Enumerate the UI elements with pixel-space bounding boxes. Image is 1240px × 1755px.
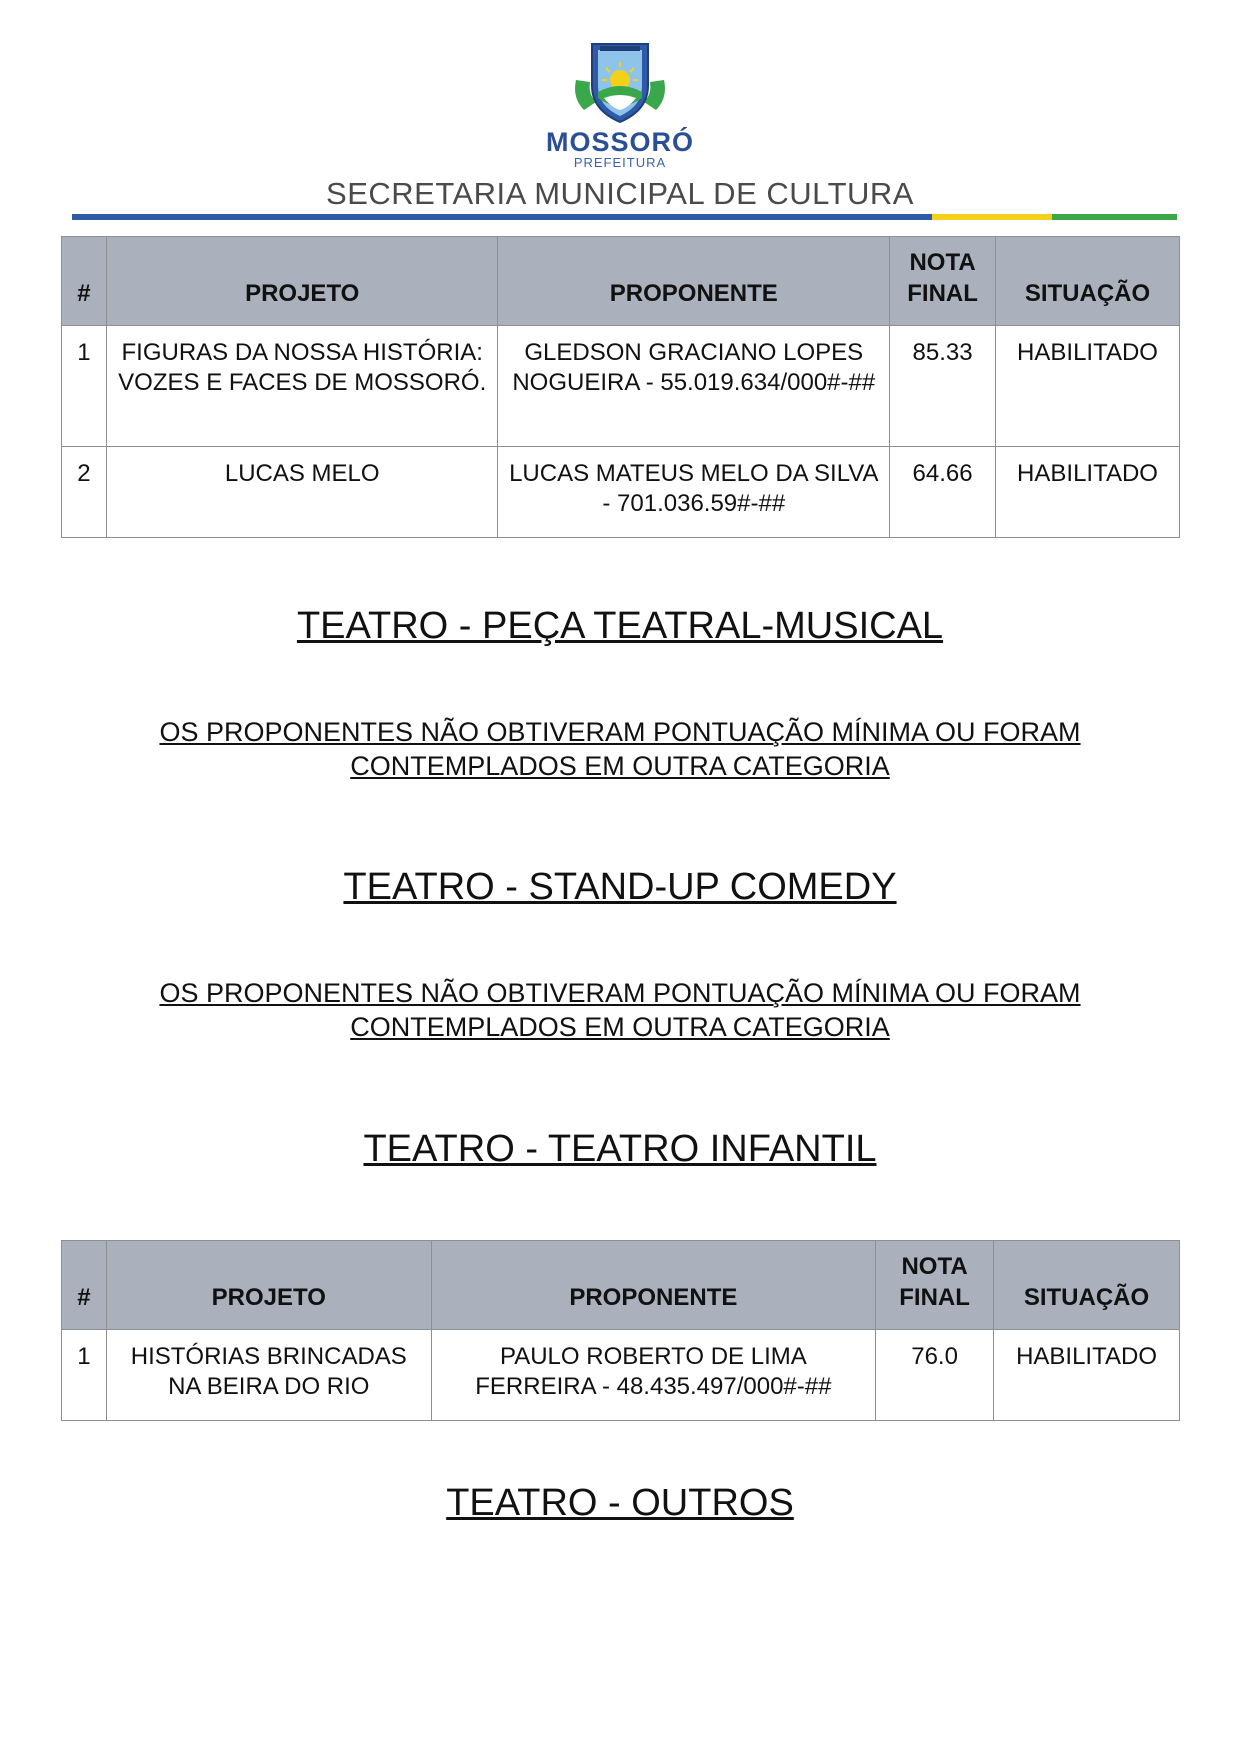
section-notice-peca-teatral: OS PROPONENTES NÃO OBTIVERAM PONTUAÇÃO MÍNIMA OU FORAM CONTEMPLADOS EM OUTRA CATEGORIA — [159, 717, 1081, 781]
cell-proponente: PAULO ROBERTO DE LIMA FERREIRA - 48.435.497/000#-## — [431, 1330, 876, 1421]
col-nota-final: NOTA FINAL — [876, 1241, 994, 1330]
cell-situacao: HABILITADO — [996, 326, 1180, 447]
section-title-outros: TEATRO - OUTROS — [446, 1482, 794, 1524]
header-rule-yellow — [932, 214, 1052, 220]
brand-name: MOSSORÓ — [545, 127, 694, 157]
col-proponente: PROPONENTE — [431, 1241, 876, 1330]
cell-projeto: LUCAS MELO — [106, 447, 498, 538]
cell-nota: 64.66 — [890, 447, 996, 538]
results-table-2 — [61, 1240, 1180, 1421]
table-row — [62, 447, 1180, 538]
col-projeto: PROJETO — [106, 237, 498, 326]
table-row — [62, 1330, 1180, 1421]
section-notice-stand-up: OS PROPONENTES NÃO OBTIVERAM PONTUAÇÃO MÍNIMA OU FORAM CONTEMPLADOS EM OUTRA CATEGORIA — [159, 978, 1081, 1042]
section-title-teatro-infantil: TEATRO - TEATRO INFANTIL — [363, 1128, 877, 1170]
table-row — [62, 326, 1180, 447]
secretaria-title: SECRETARIA MUNICIPAL DE CULTURA — [326, 176, 914, 211]
cell-situacao: HABILITADO — [994, 1330, 1180, 1421]
cell-num: 2 — [62, 447, 107, 538]
col-proponente: PROPONENTE — [498, 237, 890, 326]
col-hash: # — [62, 1241, 107, 1330]
cell-situacao: HABILITADO — [996, 447, 1180, 538]
cell-proponente: GLEDSON GRACIANO LOPES NOGUEIRA - 55.019.634/000#-## — [498, 326, 890, 447]
cell-projeto: FIGURAS DA NOSSA HISTÓRIA: VOZES E FACES DE MOSSORÓ. — [106, 326, 498, 447]
header-rule-green — [1052, 214, 1177, 220]
table-header-row — [62, 1241, 1180, 1330]
table-header-row — [62, 237, 1180, 326]
cell-num: 1 — [62, 326, 107, 447]
col-hash: # — [62, 237, 107, 326]
section-title-peca-teatral: TEATRO - PEÇA TEATRAL-MUSICAL — [296, 605, 944, 647]
cell-num: 1 — [62, 1330, 107, 1421]
cell-nota: 85.33 — [890, 326, 996, 447]
brand-subtitle: PREFEITURA — [573, 155, 667, 170]
results-table-1 — [61, 236, 1180, 538]
cell-proponente: LUCAS MATEUS MELO DA SILVA - 701.036.59#-## — [498, 447, 890, 538]
mossoro-coat-of-arms-logo — [570, 36, 670, 126]
col-nota-final: NOTA FINAL — [890, 237, 996, 326]
cell-projeto: HISTÓRIAS BRINCADAS NA BEIRA DO RIO — [106, 1330, 431, 1421]
col-projeto: PROJETO — [106, 1241, 431, 1330]
cell-nota: 76.0 — [876, 1330, 994, 1421]
page-header — [0, 0, 1240, 225]
section-title-stand-up: TEATRO - STAND-UP COMEDY — [343, 866, 897, 908]
col-situacao: SITUAÇÃO — [996, 237, 1180, 326]
col-situacao: SITUAÇÃO — [994, 1241, 1180, 1330]
header-rule-blue — [72, 214, 932, 220]
